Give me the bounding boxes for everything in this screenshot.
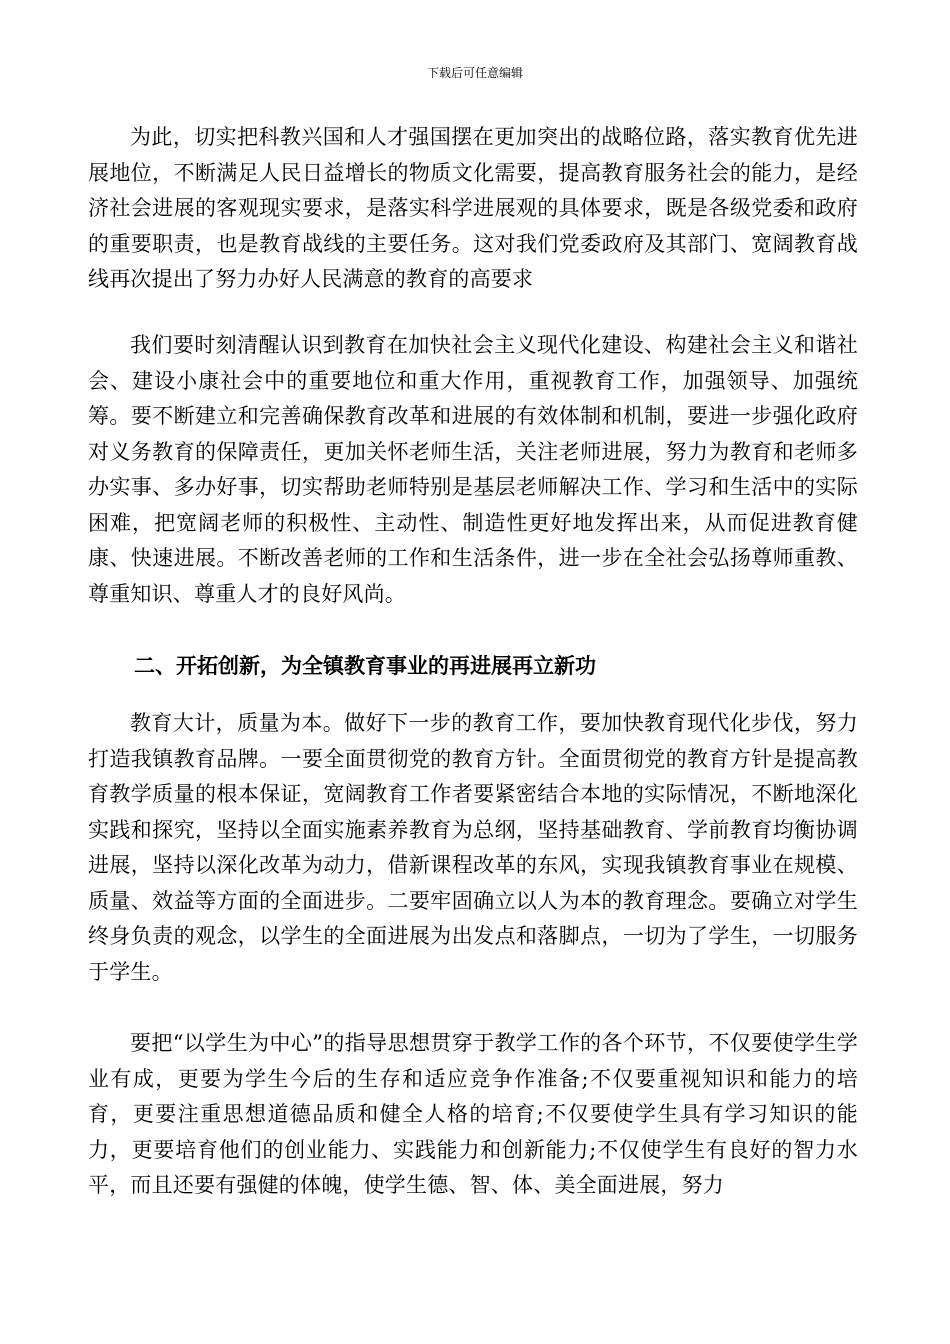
body-paragraph: 为此，切实把科教兴国和人才强国摆在更加突出的战略位路，落实教育优先进展地位，不断满足人民日益增长的物质文化需要，提高教育服务社会的能力，是经济社会进展的客观现实要求，是落实科学进展观的具体要求，既是各级党委和政府的重要职责，也是教育战线的主要任务。这对我们党委政府及其部门、宽阔教育战线再次提出了努力办好人民满意的教育的高要求 (88, 125, 858, 291)
body-paragraph: 我们要时刻清醒认识到教育在加快社会主义现代化建设、构建社会主义和谐社会、建设小康社会中的重要地位和重大作用，重视教育工作，加强领导、加强统筹。要不断建立和完善确保教育改革和进展的有效体制和机制，要进一步强化政府对义务教育的保障责任，更加关怀老师生活，关注老师进展，努力为教育和老师多办实事、多办好事，切实帮助老师特别是基层老师解决工作、学习和生活中的实际困难，把宽阔老师的积极性、主动性、制造性更好地发挥出来，从而促进教育健康、快速进展。不断改善老师的工作和生活条件，进一步在全社会弘扬尊师重教、尊重知识、尊重人才的良好风尚。 (88, 333, 858, 606)
page-header-note: 下载后可任意编辑 (426, 66, 523, 80)
body-paragraph: 要把“以学生为中心”的指导思想贯穿于教学工作的各个环节，不仅要使学生学业有成，更要为学生今后的生存和适应竞争作准备;不仅要重视知识和能力的培育，更要注重思想道德品质和健全人格的培育;不仅要使学生具有学习知识的能力，更要培育他们的创业能力、实践能力和创新能力;不仅使学生有良好的智力水平，而且还要有强健的体魄，使学生德、智、体、美全面进展，努力 (88, 1031, 858, 1197)
body-paragraph: 教育大计，质量为本。做好下一步的教育工作，要加快教育现代化步伐，努力打造我镇教育品牌。一要全面贯彻党的教育方针。全面贯彻党的教育方针是提高教育教学质量的根本保证，宽阔教育工作者要紧密结合本地的实际情况，不断地深化实践和探究，坚持以全面实施素养教育为总纲，坚持基础教育、学前教育均衡协调进展，坚持以深化改革为动力，借新课程改革的东风，实现我镇教育事业在规模、质量、效益等方面的全面进步。二要牢固确立以人为本的教育理念。要确立对学生终身负责的观念，以学生的全面进展为出发点和落脚点，一切为了学生，一切服务于学生。 (88, 711, 858, 984)
section-heading: 二、开拓创新，为全镇教育事业的再进展再立新功 (134, 653, 596, 678)
